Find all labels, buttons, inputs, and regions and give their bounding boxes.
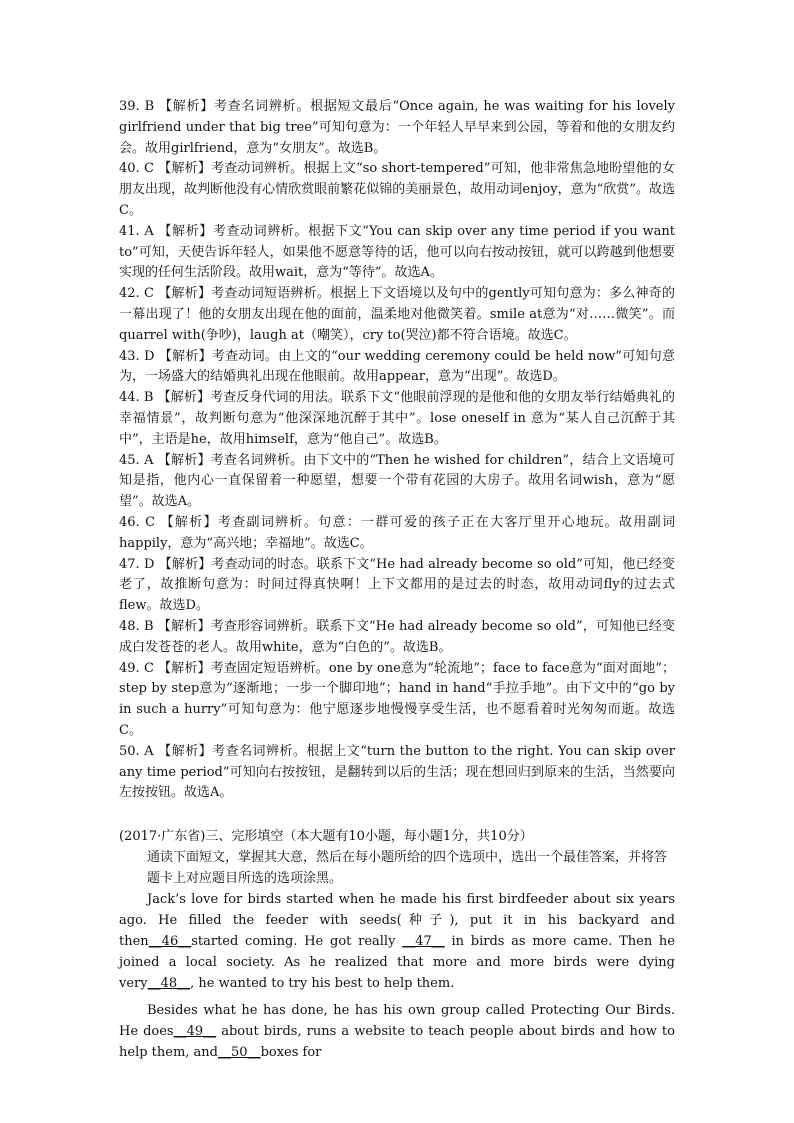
- answer-item: [119, 513, 675, 555]
- answer-number: 41.: [119, 223, 140, 239]
- answer-key: A: [144, 743, 154, 759]
- answer-number: 43.: [119, 348, 140, 364]
- answer-text: 【解析】考查动词辨析。根据上文“so short-tempered”可知，他非常焦急地盼望他的女朋友出现，故判断他没有心情欣赏眼前繁花似锦的美丽景色，故用动词enjoy，意为“欣赏”。故选C。: [119, 161, 675, 218]
- section-instruction: 通读下面短文，掌握其大意，然后在每小题所给的四个选项中，选出一个最佳答案，并将答题卡上对应题目所选的选项涂黑。: [147, 850, 668, 886]
- answer-text: 【解析】考查动词辨析。根据下文“You can skip over any time period if you want to”可知，天使告诉年轻人，如果他不愿意等待的话，他可以向右按动按钮，就可以跨越到他想要实现的任何生活阶段。故用wait，意为“等待”。故选A。: [119, 223, 675, 281]
- cloze-section: [119, 826, 675, 1063]
- passage-text: Jack’s love for birds started when he made his first birdfeeder about six years ago. He filled the feeder with seeds(种子), put it in his backyard and then: [119, 892, 675, 949]
- blank-50: __50__: [218, 1045, 261, 1060]
- passage-paragraph: [119, 889, 675, 994]
- answer-text: 【解析】考查名词辨析。由下文中的“Then he wished for children”，结合上文语境可知是指，他内心一直保留着一种愿望，想要一个带有花园的大房子。故用名词wish，意为“愿望”。故选A。: [119, 452, 676, 510]
- passage-text: started coming. He got really: [191, 934, 396, 949]
- answer-item: [119, 451, 675, 513]
- answer-number: 45.: [119, 452, 140, 468]
- answer-key: C: [143, 660, 154, 676]
- cloze-passage: [119, 889, 675, 1063]
- answer-key: A: [144, 452, 154, 468]
- answer-text: 【解析】考查名词辨析。根据上文“turn the button to the right. You can skip over any time period”可知向右按按钮，是翻转到以后的生活；现在想回归到原来的生活，当然要向左按按钮。故选A。: [119, 743, 675, 801]
- answer-number: 48.: [119, 618, 140, 634]
- answer-key: D: [144, 556, 155, 572]
- passage-text: , he wanted to try his best to help them.: [190, 976, 455, 991]
- answer-text: 【解析】考查形容词辨析。联系下文“He had already become so old”，可知他已经变成白发苍苍的老人。故用white，意为“白色的”。故选B。: [119, 618, 675, 655]
- answer-item: [119, 388, 675, 450]
- answer-explanations: [119, 97, 675, 804]
- answer-key: C: [145, 514, 156, 530]
- answer-key: B: [143, 390, 154, 406]
- blank-49: __49__: [173, 1024, 217, 1039]
- passage-text: in birds as more came. Then he joined a local society. As he realized that more and more birds were dying very: [119, 934, 675, 991]
- passage-text: boxes for: [260, 1045, 322, 1060]
- answer-text: 【解析】考查副词辨析。句意：一群可爱的孩子正在大客厅里开心地玩。故用副词happily，意为“高兴地；幸福地”。故选C。: [119, 514, 675, 551]
- answer-key: D: [144, 348, 155, 364]
- section-title: (2017·广东省)三、完形填空（本大题有10小题，每小题1分，共10分）: [119, 829, 533, 844]
- answer-item: [119, 347, 675, 389]
- answer-key: C: [144, 286, 154, 302]
- blank-47: __47__: [402, 934, 445, 949]
- passage-text: Besides what he has done, he has his own group called Protecting Our Birds. He does: [119, 1003, 675, 1039]
- answer-number: 49.: [119, 660, 140, 676]
- passage-paragraph: [119, 1000, 675, 1063]
- answer-number: 50.: [119, 743, 140, 759]
- answer-item: [119, 555, 675, 617]
- answer-item: [119, 617, 675, 659]
- answer-text: 【解析】考查固定短语辨析。one by one意为“轮流地”；face to face意为“面对面地”；step by step意为“逐渐地；一步一个脚印地”；hand in hand“手拉手地”。由下文中的“go by in such a hurry”可知句意为：他宁愿逐步地慢慢享受生活，也不愿看着时光匆匆而逝。故选C。: [119, 660, 675, 738]
- answer-number: 47.: [119, 556, 140, 572]
- answer-text: 【解析】考查反身代词的用法。联系下文“他眼前浮现的是他和他的女朋友举行结婚典礼的幸福情景”，故判断句意为“他深深地沉醉于其中”。lose oneself in 意为“某人自己沉醉于其中”，主语是he，故用himself，意为“他自己”。故选B。: [119, 390, 675, 447]
- answer-key: C: [144, 161, 154, 177]
- answer-text: 【解析】考查动词的时态。联系下文“He had already become so old”可知，他已经变老了，故推断句意为：时间过得真快啊！上下文都用的是过去的时态，故用动词fly的过去式flew。故选D。: [119, 556, 676, 614]
- answer-item: [119, 284, 675, 346]
- answer-text: 【解析】考查动词。由上文的“our wedding ceremony could be held now”可知句意为，一场盛大的结婚典礼出现在他眼前。故用appear，意为“出现”。故选D。: [119, 348, 675, 385]
- answer-key: B: [144, 99, 155, 114]
- blank-46: __46__: [148, 934, 192, 949]
- answer-number: 42.: [119, 286, 140, 302]
- answer-text: 【解析】考查名词辨析。根据短文最后“Once again, he was waiting for his lovely girlfriend under that big tree”可知句意为：一个年轻人早早来到公园，等着和他的女朋友约会。故用girlfriend，意为“女朋友”。故选B。: [119, 99, 675, 156]
- answer-item: [119, 659, 675, 742]
- blank-48: __48__: [147, 976, 191, 991]
- answer-number: 46.: [119, 514, 140, 530]
- answer-item: [119, 222, 675, 284]
- answer-number: 40.: [119, 161, 140, 177]
- answer-key: B: [144, 618, 154, 634]
- answer-number: 44.: [119, 390, 140, 406]
- passage-text: about birds, runs a website to teach people about birds and how to help them, and: [119, 1024, 675, 1060]
- answer-item: [119, 97, 675, 159]
- answer-text: 【解析】考查动词短语辨析。根据上下文语境以及句中的gently可知句意为：多么神奇的一幕出现了！他的女朋友出现在他的面前，温柔地对他微笑着。smile at意为“对……微笑”。而quarrel with(争吵)，laugh at（嘲笑），cry to(哭泣)都不符合语境。故选C。: [119, 286, 675, 343]
- answer-number: 39.: [119, 99, 140, 114]
- answer-item: [119, 742, 675, 804]
- answer-item: [119, 159, 675, 221]
- answer-key: A: [144, 223, 154, 239]
